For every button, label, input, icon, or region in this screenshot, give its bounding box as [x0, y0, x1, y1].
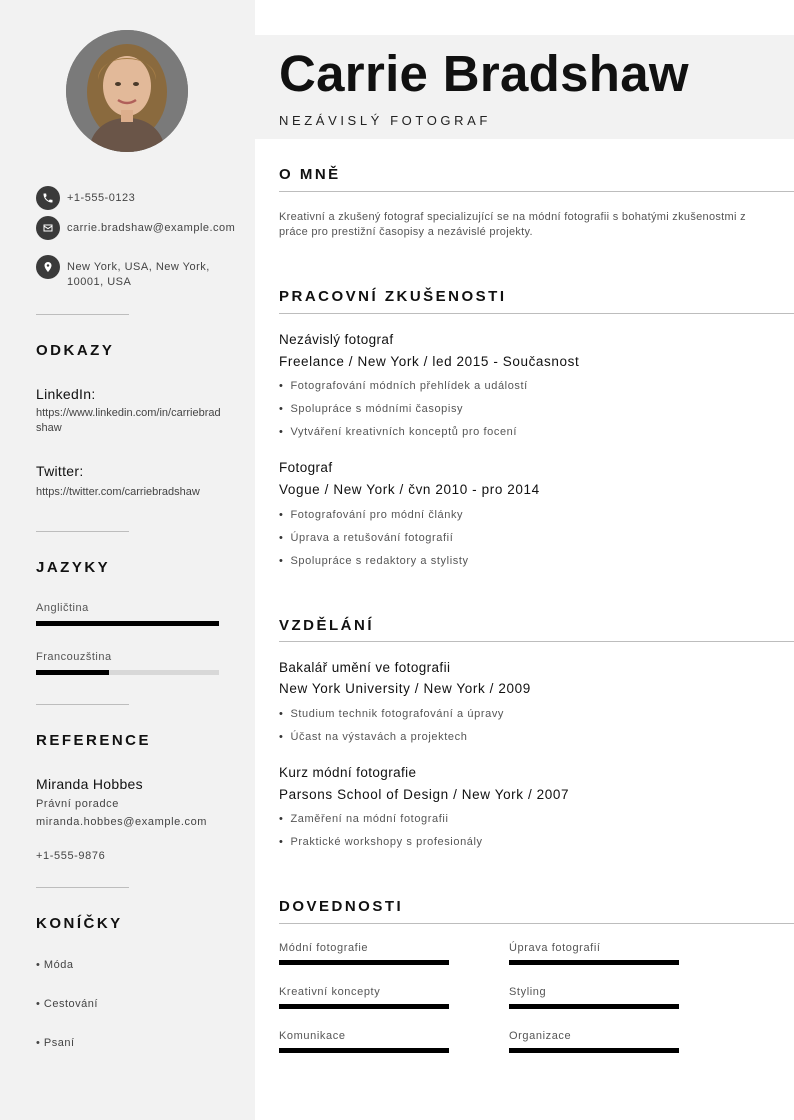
language-level-fill — [36, 670, 109, 675]
divider — [279, 923, 794, 924]
skill-level-fill — [279, 1048, 449, 1053]
contact-address — [36, 255, 222, 290]
links-heading: ODKAZY — [36, 342, 115, 359]
hobby-item: • Móda — [36, 959, 74, 971]
mail-icon — [36, 216, 60, 240]
linkedin-link[interactable]: https://www.linkedin.com/in/carriebradshaw — [36, 407, 221, 434]
profile-role: NEZÁVISLÝ FOTOGRAF — [279, 113, 491, 128]
divider — [279, 641, 794, 642]
skill-level-fill — [509, 1004, 679, 1009]
skill-level-bar — [279, 1048, 449, 1053]
reference-email[interactable]: miranda.hobbes@example.com — [36, 816, 208, 828]
about-text: Kreativní a zkušený fotograf specializující se na módní fotografii s bohatými zkušenostmi z práce pro prestižní časopisy a nezávislé projekty. — [279, 211, 746, 238]
job-bullet: • Úprava a retušování fotografií — [279, 532, 453, 544]
hobbies-heading: KONÍČKY — [36, 915, 123, 932]
divider — [36, 887, 129, 888]
contact-phone — [36, 186, 222, 210]
reference-title: Právní poradce — [36, 798, 119, 810]
twitter-label: Twitter: — [36, 463, 84, 479]
skill-level-bar — [279, 1004, 449, 1009]
avatar — [66, 30, 188, 152]
portrait-photo-icon — [66, 30, 188, 152]
language-name: Angličtina — [36, 602, 89, 614]
language-name: Francouzština — [36, 651, 112, 663]
skill-level-fill — [279, 1004, 449, 1009]
skill-level-bar — [279, 960, 449, 965]
skill-name: Organizace — [509, 1030, 572, 1042]
divider — [36, 531, 129, 532]
job-details: Vogue / New York / čvn 2010 - pro 2014 — [279, 482, 540, 497]
degree-bullet: • Účast na výstavách a projektech — [279, 731, 467, 743]
job-details: Freelance / New York / led 2015 - Současnost — [279, 354, 580, 369]
language-level-fill — [36, 621, 219, 626]
degree-bullet: • Studium technik fotografování a úpravy — [279, 708, 504, 720]
skills-heading: DOVEDNOSTI — [279, 898, 404, 915]
experience-heading: PRACOVNÍ ZKUŠENOSTI — [279, 288, 507, 305]
language-level-bar — [36, 670, 219, 675]
job-bullet: • Fotografování módních přehlídek a událostí — [279, 380, 528, 392]
about-heading: O MNĚ — [279, 166, 341, 183]
profile-name: Carrie Bradshaw — [279, 45, 689, 102]
contact-email — [36, 216, 236, 240]
degree-bullet: • Zaměření na módní fotografii — [279, 813, 449, 825]
degree-title: Bakalář umění ve fotografii — [279, 660, 451, 675]
degree-details: Parsons School of Design / New York / 2007 — [279, 787, 570, 802]
sidebar — [0, 0, 255, 1120]
job-bullet: • Vytváření kreativních konceptů pro focení — [279, 426, 517, 438]
phone-text: +1-555-0123 — [67, 192, 136, 204]
degree-title: Kurz módní fotografie — [279, 765, 417, 780]
job-title: Nezávislý fotograf — [279, 332, 394, 347]
skill-name: Módní fotografie — [279, 942, 369, 954]
skill-level-bar — [509, 960, 679, 965]
divider — [279, 313, 794, 314]
languages-heading: JAZYKY — [36, 559, 111, 576]
phone-icon — [36, 186, 60, 210]
hobby-item: • Cestování — [36, 998, 98, 1010]
hobby-item: • Psaní — [36, 1037, 75, 1049]
twitter-link[interactable]: https://twitter.com/carriebradshaw — [36, 486, 200, 498]
skill-name: Styling — [509, 986, 547, 998]
education-heading: VZDĚLÁNÍ — [279, 617, 374, 634]
email-text[interactable]: carrie.bradshaw@example.com — [67, 222, 236, 234]
reference-phone: +1-555-9876 — [36, 850, 106, 862]
location-pin-icon — [36, 255, 60, 279]
job-bullet: • Spolupráce s módními časopisy — [279, 403, 463, 415]
job-bullet: • Fotografování pro módní články — [279, 509, 463, 521]
skill-level-fill — [509, 1048, 679, 1053]
skill-level-fill — [509, 960, 679, 965]
linkedin-label: LinkedIn: — [36, 386, 96, 402]
address-text: New York, USA, New York, 10001, USA — [67, 261, 210, 288]
job-title: Fotograf — [279, 460, 333, 475]
skill-name: Úprava fotografií — [509, 942, 601, 954]
skill-name: Kreativní koncepty — [279, 986, 381, 998]
reference-name: Miranda Hobbes — [36, 776, 143, 792]
divider — [36, 314, 129, 315]
degree-details: New York University / New York / 2009 — [279, 681, 531, 696]
degree-bullet: • Praktické workshopy s profesionály — [279, 836, 483, 848]
language-level-bar — [36, 621, 219, 626]
divider — [36, 704, 129, 705]
references-heading: REFERENCE — [36, 732, 152, 749]
skill-level-bar — [509, 1048, 679, 1053]
skill-name: Komunikace — [279, 1030, 346, 1042]
skill-level-fill — [279, 960, 449, 965]
job-bullet: • Spolupráce s redaktory a stylisty — [279, 555, 469, 567]
skill-level-bar — [509, 1004, 679, 1009]
divider — [279, 191, 794, 192]
